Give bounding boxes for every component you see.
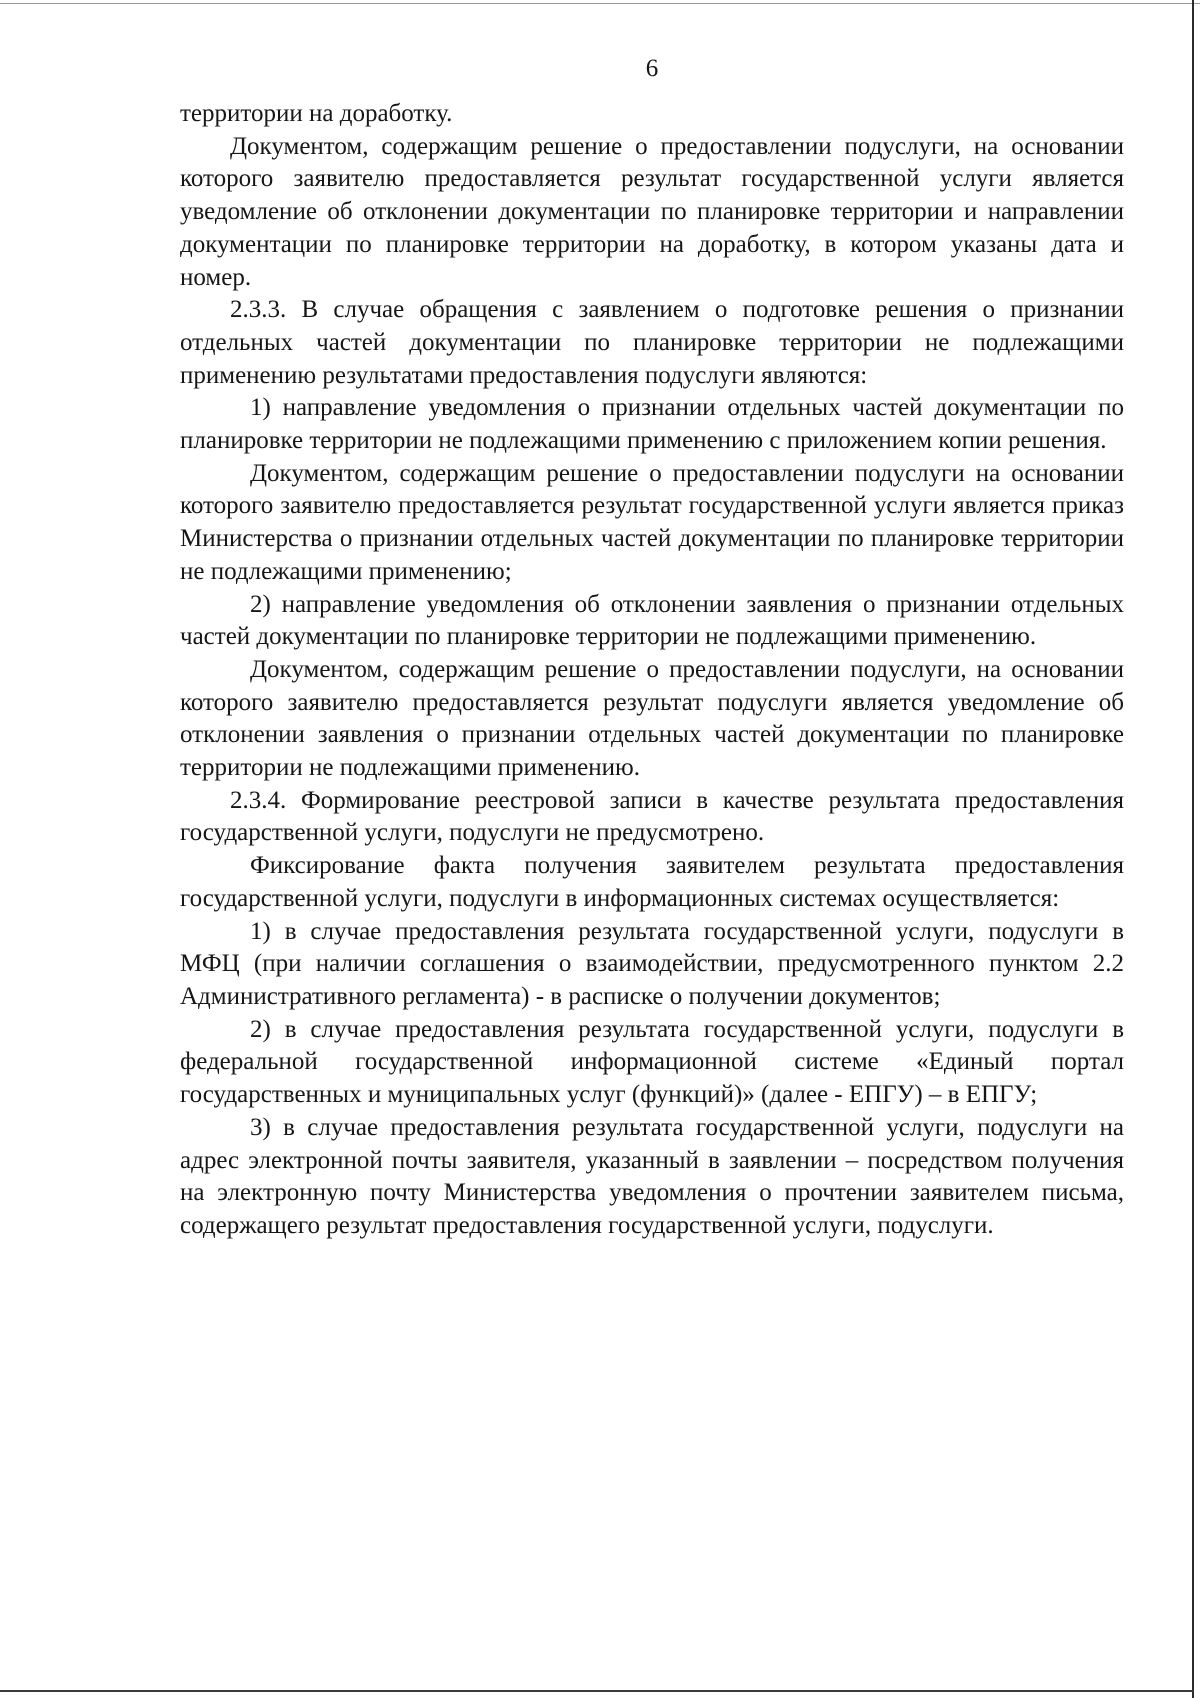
list-item: 2) в случае предоставления результата государственной услуги, подуслуги в федеральной государственной информационной системе «Единый портал государственных и муниципальных услуг (функций)» (далее - ЕПГУ) – в ЕПГУ; — [180, 1015, 1124, 1109]
scan-edge-bottom — [0, 1690, 1194, 1692]
list-item: 1) направление уведомления о признании отдельных частей документации по планировке территории не подлежащими применению с приложением копии решения. — [180, 394, 1124, 455]
list-item: 1) в случае предоставления результата государственной услуги, подуслуги в МФЦ (при наличии соглашения о взаимодействии, предусмотренного пунктом 2.2 Административного регламента) - в расписке о получении документов; — [180, 917, 1124, 1010]
page-number: 6 — [645, 55, 659, 82]
list-item: 2) направление уведомления об отклонении заявления о признании отдельных частей документации по планировке территории не подлежащими применению. — [180, 590, 1124, 651]
scan-edge-top — [0, 3, 1200, 4]
paragraph: Фиксирование факта получения заявителем результата предоставления государственной услуги, подуслуги в информационных системах осуществляется: — [180, 852, 1124, 912]
document-page — [180, 52, 1124, 1243]
paragraph: Документом, содержащим решение о предоставлении подуслуги, на основании которого заявителю предоставляется результат государственной услуги является уведомление об отклонении документации по планировке территории и направлении документации по планировке территории на доработку, в котором указаны дата и номер. — [180, 132, 1124, 291]
paragraph: Документом, содержащим решение о предоставлении подуслуги на основании которого заявителю предоставляется результат государственной услуги является приказ Министерства о признании отдельных частей документации по планировке территории не подлежащими применению; — [180, 459, 1124, 585]
paragraph-section-2-3-4: 2.3.4. Формирование реестровой записи в качестве результата предоставления государственной услуги, подуслуги не предусмотрено. — [180, 786, 1124, 847]
paragraph: Документом, содержащим решение о предоставлении подуслуги, на основании которого заявителю предоставляется результат подуслуги является уведомление об отклонении заявления о признании отдельных частей документации по планировке территории не подлежащими применению. — [180, 655, 1124, 782]
paragraph-continuation: территории на доработку. — [180, 100, 453, 127]
list-item: 3) в случае предоставления результата государственной услуги, подуслуги на адрес электронной почты заявителя, указанный в заявлении – посредством получения на электронную почту Министерства уведомления о прочтении заявителем письма, содержащего результат предоставления государственной услуги, подуслуги. — [180, 1113, 1124, 1239]
paragraph-section-2-3-3: 2.3.3. В случае обращения с заявлением о подготовке решения о признании отдельных частей документации по планировке территории не подлежащими применению результатами предоставления подуслуги являются: — [180, 296, 1124, 389]
scan-edge-right — [1192, 0, 1194, 1698]
